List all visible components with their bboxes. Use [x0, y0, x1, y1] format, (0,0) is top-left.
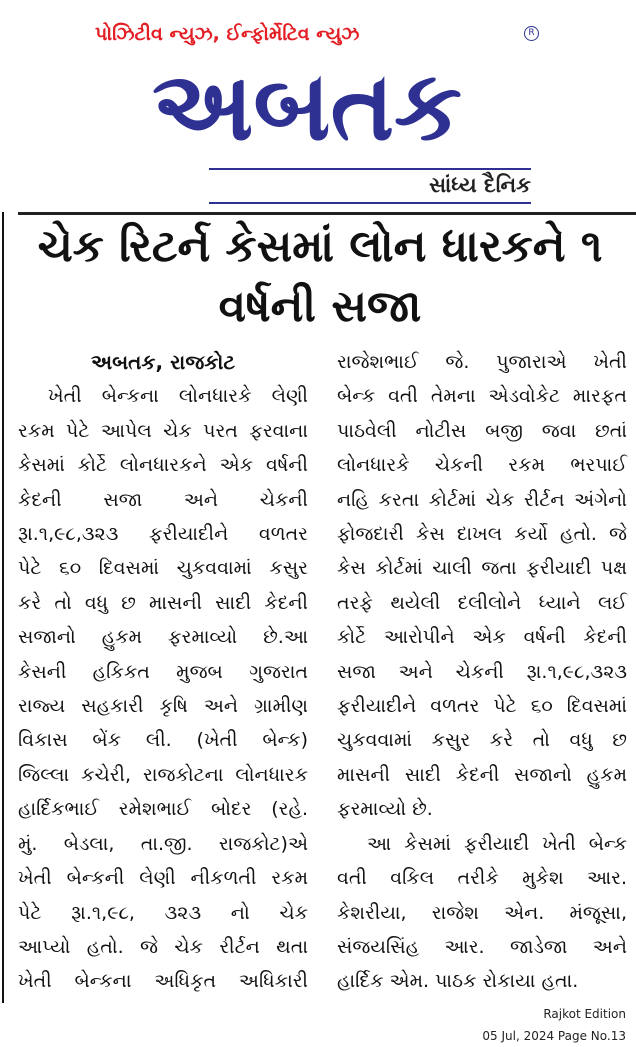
article-line: કેસમાં કોર્ટે લોનધારકને એક વર્ષની [18, 454, 308, 477]
edition-label: Rajkot Edition [543, 1006, 626, 1021]
masthead [0, 0, 636, 212]
left-column-lines [18, 379, 308, 998]
article-line: ફરમાવ્યો છે. [337, 798, 433, 821]
registered-trademark-icon: R [524, 26, 539, 41]
article-column-right [337, 345, 627, 999]
logo-divider-bottom [209, 202, 531, 204]
article-column-left [18, 345, 308, 999]
article-line: કોર્ટે આરોપીને એક વર્ષની કેદની [337, 626, 627, 649]
article-line: લોનધારકે ચેકની રકમ ભરપાઈ [337, 454, 627, 477]
article-line: કેદની સજા અને ચેકની [18, 488, 308, 511]
article-line: તરફે થયેલી દલીલોને ધ્યાને લઈ [337, 591, 627, 614]
article-headline: ચેક રિટર્ન કેસમાં લોન ધારકને ૧ વર્ષની સજા [37, 221, 603, 332]
article-line: કેશરીયા, રાજેશ એન. મંજૂસા, [337, 901, 627, 924]
article-line: સંજયસિંહ આર. જાડેજા અને [337, 935, 627, 958]
article-line: પેટે ૬૦ દિવસમાં ચુકવવામાં કસુર [18, 557, 308, 580]
article-line: ખેતી બેન્કના અધિકૃત અધિકારી [18, 970, 308, 993]
article-line: કેસની હકિકત મુજબ ગુજરાત [18, 660, 308, 683]
article-line: ખેતી બેન્કના લોનધારકે લેણી [48, 385, 308, 408]
article-line: ફરીયાદીને વળતર પેટે ૬૦ દિવસમાં [337, 695, 627, 718]
article-line: નહિ કરતા કોર્ટમાં ચેક રીર્ટન અંગેનો [337, 488, 627, 511]
article-line: ખેતી બેન્કની લેણી નીકળતી રકમ [18, 867, 308, 890]
article-line: રાજેશભાઈ જે. પુજારાએ ખેતી [337, 351, 627, 373]
article-line: પેટે રૂા.૧,૯૮, ૩૨૩ નો ચેક [18, 901, 308, 924]
article-line: જિલ્લા કચેરી, રાજકોટના લોનધારક [18, 763, 308, 786]
article-line: હાર્દિક એમ. પાઠક રોકાયા હતા. [337, 970, 579, 993]
article-line: બેન્ક વતી તેમના એડવોકેટ મારફત [337, 385, 627, 408]
date-page-label: 05 Jul, 2024 Page No.13 [482, 1028, 626, 1043]
article-line: કેસ કોર્ટમાં ચાલી જતા ફરીયાદી પક્ષ [337, 557, 627, 580]
article-line: કરે તો વધુ છ માસની સાદી કેદની [18, 591, 308, 614]
article-line: ફોજદારી કેસ દાખલ કર્યો હતો. જે [337, 523, 627, 546]
article-clipping [2, 212, 636, 1003]
article-line: મું. બેડલા, તા.જી. રાજકોટ)એ [18, 832, 308, 855]
newspaper-logo [92, 46, 522, 166]
article-line: રૂા.૧,૯૮,૩૨૩ ફરીયાદીને વળતર [18, 523, 308, 546]
article-line: આપ્યો હતો. જે ચેક રીર્ટન થતા [18, 935, 308, 958]
logo-divider-top [209, 168, 531, 170]
article-line: સજાનો હુકમ ફરમાવ્યો છે.આ [18, 626, 308, 649]
article-line: આ કેસમાં ફરીયાદી ખેતી બેન્ક [367, 832, 627, 855]
headline-rule [18, 212, 636, 215]
article-line: સજા અને ચેકની રૂા.૧,૯૮,૩૨૩ [337, 660, 627, 683]
article-body [18, 345, 627, 999]
dateline: અબતક, રાજકોટ [90, 350, 236, 374]
article-line: માસની સાદી કેદની સજાનો હુકમ [337, 763, 627, 786]
masthead-tagline: પોઝિટીવ ન્યુઝ, ઈન્ફોર્મેટિવ ન્યુઝ [95, 23, 360, 45]
logo-text: અબતક [152, 50, 462, 162]
article-line: પાઠવેલી નોટીસ બજી જવા છતાં [337, 419, 627, 442]
masthead-subtitle: સાંધ્ય દૈનિક [429, 173, 531, 197]
article-line: રાજ્ય સહકારી કૃષિ અને ગ્રામીણ [18, 695, 308, 718]
article-line: વતી વકિલ તરીકે મુકેશ આર. [337, 867, 627, 890]
article-line: ચુકવવામાં કસુર કરે તો વધુ છ [337, 729, 627, 752]
article-line: રકમ પેટે આપેલ ચેક પરત ફરવાના [18, 419, 308, 442]
article-line: વિકાસ બેંક લી. (ખેતી બેન્ક) [18, 729, 308, 752]
article-line: હાર્દિકભાઈ રમેશભાઈ બોદર (રહે. [18, 798, 308, 821]
